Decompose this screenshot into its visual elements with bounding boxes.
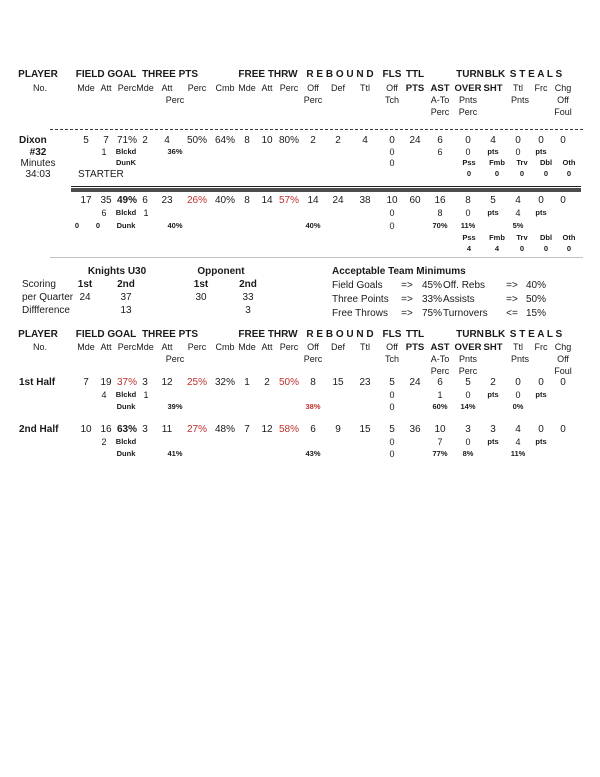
team_totals-st-line1: 4 xyxy=(515,208,521,218)
header-chg-line2: Off xyxy=(557,354,569,364)
first_half-rbo-line2: 38% xyxy=(305,402,321,411)
second_half-rbt-line0: 15 xyxy=(359,424,371,435)
header-pts-line0: TTL xyxy=(405,69,425,80)
header-blk-line1: SHT xyxy=(483,342,503,353)
team_totals-rbo-line2: 40% xyxy=(305,221,321,230)
header-chg-line1: Chg xyxy=(554,342,572,352)
header-to-line3: Perc xyxy=(458,366,478,376)
team_totals-fls-line2: 0 xyxy=(389,221,395,231)
header-tpm-line1: Mde xyxy=(136,83,154,93)
first_half-rbt-line0: 23 xyxy=(359,377,371,388)
header-tpa-line1: Att xyxy=(161,83,173,93)
header-ast-line2: A-To xyxy=(430,354,450,364)
header-fgm-line1: Mde xyxy=(77,83,95,93)
first_half-ast-line2: 60% xyxy=(432,402,448,411)
header-g_turn-line0: TURN xyxy=(456,69,484,80)
score_by_half-o2-line2: 33 xyxy=(242,292,254,303)
score_by_half-o2-line1: 2nd xyxy=(239,279,257,290)
first_half-chg-line0: 0 xyxy=(560,377,566,388)
first_half-st-line0: 0 xyxy=(515,377,521,388)
dixon-s3-line2: Trv xyxy=(516,158,528,167)
second_half-fls-line0: 5 xyxy=(389,424,395,435)
team_minimums-v2-line2: 50% xyxy=(525,294,547,305)
dixon-tpp-line0: 50% xyxy=(186,135,208,146)
dixon-frc-line0: 0 xyxy=(538,135,544,146)
header-fls-line1: Off xyxy=(386,342,398,352)
team_minimums-m2-line1: Off. Rebs xyxy=(443,280,486,291)
header-rbd-line1: Def xyxy=(330,342,346,352)
header-rbo-line1: Off xyxy=(307,83,319,93)
header-ap-line2: Perc xyxy=(165,95,185,105)
team_minimums-v2-line1: 40% xyxy=(525,280,547,291)
dixon-fls-line2: 0 xyxy=(389,158,395,168)
second_half-ftp-line0: 58% xyxy=(278,424,300,435)
team_minimums-m1-line1: Field Goals xyxy=(332,280,383,291)
second_half-ast-line0: 10 xyxy=(434,424,446,435)
team_totals-chg-line0: 0 xyxy=(560,195,566,206)
header-blk-line1: SHT xyxy=(483,83,503,94)
header-g_st-line0: S T E A L S xyxy=(509,69,563,80)
team_totals-fgp-line0: 49% xyxy=(116,195,138,206)
dixon-st-line0: 0 xyxy=(515,135,521,146)
header-chg-line3: Foul xyxy=(554,107,572,117)
dixon-fta-line0: 10 xyxy=(261,135,273,146)
header-fls-line0: FLS xyxy=(382,329,402,340)
dixon-s1-line2: Pss xyxy=(462,158,476,167)
header-fls-line2: Tch xyxy=(384,95,400,105)
dixon-rbd-line0: 2 xyxy=(335,135,341,146)
header-g_fg-line0: FIELD GOAL xyxy=(75,69,137,80)
score_by_half-kn-line0: Knights U30 xyxy=(87,266,147,277)
dixon-ftm-line0: 8 xyxy=(244,135,250,146)
team_totals-bc-line1: 6 xyxy=(101,208,107,218)
team_totals-to-line0: 8 xyxy=(465,195,471,206)
header-g_reb-line0: R E B O U N D xyxy=(306,69,374,80)
header-rbd-line1: Def xyxy=(330,83,346,93)
second_half-frc-line0: 0 xyxy=(538,424,544,435)
team_totals-s4-line3: Dbl xyxy=(539,233,553,242)
header-frc-line1: Frc xyxy=(534,342,548,352)
second_half-tpm-line0: 3 xyxy=(142,424,148,435)
header-no-line1: No. xyxy=(32,342,48,352)
first_half-to-line2: 14% xyxy=(460,402,476,411)
team_totals-pts-line0: 60 xyxy=(409,195,421,206)
header-g_fg-line0: FIELD GOAL xyxy=(75,329,137,340)
second_half-bl-line2: Dunk xyxy=(116,449,136,458)
header-stp-line2: Pnts xyxy=(510,95,530,105)
first_half-st-line2: 0% xyxy=(512,402,524,411)
player-row-dashed-separator xyxy=(50,129,583,130)
team_totals-b3-line1: 1 xyxy=(143,208,149,218)
dixon-fls-line1: 0 xyxy=(389,147,395,157)
header-ast-line3: Perc xyxy=(430,366,450,376)
first_half-fls-line0: 5 xyxy=(389,377,395,388)
team_totals-st-line2: 5% xyxy=(512,221,524,230)
score_by_half-o1-line2: 30 xyxy=(195,292,207,303)
second_half-rbd-line0: 9 xyxy=(335,424,341,435)
first_half-st-line1: 0 xyxy=(515,390,521,400)
team_totals-rbd-line0: 24 xyxy=(332,195,344,206)
header-tpa-line1: Att xyxy=(161,342,173,352)
dixon-s4-line3: 0 xyxy=(543,169,549,178)
score_by_half-sb_l-line3: Diffference xyxy=(22,305,70,316)
second_half-fga-line0: 16 xyxy=(100,424,112,435)
first_half-ftp-line0: 50% xyxy=(278,377,300,388)
header-fls-line1: Off xyxy=(386,83,398,93)
second_half-bl-line1: Blckd xyxy=(115,437,137,446)
first_half-fls-line2: 0 xyxy=(389,402,395,412)
dixon-fls-line0: 0 xyxy=(389,135,395,146)
header-g_3pt-line0: THREE PTS xyxy=(141,69,199,80)
team_totals-s2-line4: 4 xyxy=(494,244,500,253)
team_minimums-a2-line1: => xyxy=(506,280,518,291)
dixon-to-line1: 0 xyxy=(465,147,471,157)
second_half-bc-line1: 2 xyxy=(101,437,107,447)
header-stp-line2: Pnts xyxy=(510,354,530,364)
team_minimums-a2-line3: <= xyxy=(506,308,518,319)
first_half-rbd-line0: 15 xyxy=(332,377,344,388)
team_totals-blk-line0: 5 xyxy=(490,195,496,206)
header-st-line1: Ttl xyxy=(513,83,523,93)
header-to-line3: Perc xyxy=(458,107,478,117)
team_totals-s5-line3: Oth xyxy=(562,233,576,242)
first_half-bl-line2: Dunk xyxy=(116,402,136,411)
second_half-fgm-line0: 10 xyxy=(80,424,92,435)
dixon-bl-line1: Blckd xyxy=(115,147,137,156)
dixon-pts-line0: 24 xyxy=(409,135,421,146)
dixon-s4-line2: Dbl xyxy=(539,158,553,167)
team_totals-ast-line0: 16 xyxy=(434,195,446,206)
first_half-bc-line1: 4 xyxy=(101,390,107,400)
team_minimums-m1-line2: Three Points xyxy=(332,294,389,305)
team_totals-bl-line2: Dunk xyxy=(116,221,136,230)
dixon-cmb-line0: 64% xyxy=(214,135,236,146)
header-rbo-line2: Perc xyxy=(303,354,323,364)
team_totals-t0a-line2: 0 xyxy=(74,221,80,230)
second_half-ftm-line0: 7 xyxy=(244,424,250,435)
score_by_half-k2-line1: 2nd xyxy=(117,279,135,290)
header-to-line2: Pnts xyxy=(458,354,478,364)
header-g_ft-line0: FREE THRW xyxy=(238,69,298,80)
header-g_blk-line0: BLK xyxy=(484,69,506,80)
team_minimums-m1-line3: Free Throws xyxy=(332,308,388,319)
header-fgp-line1: Perc xyxy=(117,83,137,93)
score_by_half-op-line0: Opponent xyxy=(197,266,245,277)
team_minimums-v1-line3: 75% xyxy=(421,308,443,319)
score_by_half-sb_l-line2: per Quarter xyxy=(22,292,74,303)
first_half-blk-line0: 2 xyxy=(490,377,496,388)
section-divider-line xyxy=(50,257,583,258)
team_totals-blk-line1: pts xyxy=(487,208,499,217)
team_totals-s4-line4: 0 xyxy=(543,244,549,253)
header-tpm-line1: Mde xyxy=(136,342,154,352)
dixon-tpa-line0: 4 xyxy=(164,135,170,146)
dixon-frc-line1: pts xyxy=(535,147,547,156)
second_half-tpp-line0: 27% xyxy=(186,424,208,435)
header-pts-line1: PTS xyxy=(405,342,425,353)
first_half-tpm-line0: 3 xyxy=(142,377,148,388)
first_half-fga-line0: 19 xyxy=(100,377,112,388)
header-fls-line0: FLS xyxy=(382,69,402,80)
dixon-ftp-line0: 80% xyxy=(278,135,300,146)
dixon-bl-line2: DunK xyxy=(116,158,136,167)
header-g_3pt-line0: THREE PTS xyxy=(141,329,199,340)
header-pts-line1: PTS xyxy=(405,83,425,94)
team_totals-fta-line0: 14 xyxy=(261,195,273,206)
dixon-fga-line0: 7 xyxy=(103,135,109,146)
team_totals-rbt-line0: 38 xyxy=(359,195,371,206)
team_totals-frc-line0: 0 xyxy=(538,195,544,206)
header-ast-line2: A-To xyxy=(430,95,450,105)
first_half-ftm-line0: 1 xyxy=(244,377,250,388)
second_half-blk-line0: 3 xyxy=(490,424,496,435)
dixon-ap-line1: 36% xyxy=(167,147,183,156)
team_totals-fgm-line0: 17 xyxy=(80,195,92,206)
team_totals-s3-line3: Trv xyxy=(516,233,528,242)
team_totals-cmb-line0: 40% xyxy=(214,195,236,206)
second_half-cmb-line0: 48% xyxy=(214,424,236,435)
dixon-to-line0: 0 xyxy=(465,135,471,146)
header-chg-line1: Chg xyxy=(554,83,572,93)
first_half-tpa-line0: 12 xyxy=(161,377,173,388)
header-ast-line3: Perc xyxy=(430,107,450,117)
header-ap-line2: Perc xyxy=(165,354,185,364)
header-chg-line3: Foul xyxy=(554,366,572,376)
second_half-chg-line0: 0 xyxy=(560,424,566,435)
header-rbt-line1: Ttl xyxy=(360,83,370,93)
header-ast-line1: AST xyxy=(430,83,450,94)
header-to-line1: OVER xyxy=(454,83,482,94)
team_minimums-v1-line1: 45% xyxy=(421,280,443,291)
header-ftm-line1: Mde xyxy=(238,83,256,93)
header-to-line2: Pnts xyxy=(458,95,478,105)
dixon-plc-line1: #32 xyxy=(29,147,47,158)
score_by_half-o1-line1: 1st xyxy=(193,279,209,290)
dixon-s5-line2: Oth xyxy=(562,158,576,167)
first_half-fta-line0: 2 xyxy=(264,377,270,388)
first_half-pl-line0: 1st Half xyxy=(19,377,56,388)
first_half-frc-line1: pts xyxy=(535,390,547,399)
team_minimums-v1-line2: 33% xyxy=(421,294,443,305)
team_totals-frc-line1: pts xyxy=(535,208,547,217)
team_minimums-m2-line3: Turnovers xyxy=(443,308,488,319)
dixon-blk-line0: 4 xyxy=(490,135,496,146)
second_half-st-line0: 4 xyxy=(515,424,521,435)
second_half-st-line1: 4 xyxy=(515,437,521,447)
team_totals-tpm-line0: 6 xyxy=(142,195,148,206)
team_minimums-a1-line3: => xyxy=(401,308,413,319)
second_half-fgp-line0: 63% xyxy=(116,424,138,435)
team_totals-s2-line3: Fmb xyxy=(489,233,505,242)
second_half-frc-line1: pts xyxy=(535,437,547,446)
second_half-to-line0: 3 xyxy=(465,424,471,435)
dixon-st-line1: 0 xyxy=(515,147,521,157)
team_totals-rbo-line0: 14 xyxy=(307,195,319,206)
second_half-ast-line1: 7 xyxy=(437,437,443,447)
header-ftp-line1: Perc xyxy=(279,83,299,93)
score_by_half-k1-line1: 1st xyxy=(77,279,93,290)
second_half-to-line2: 8% xyxy=(462,449,474,458)
dixon-ast-line1: 6 xyxy=(437,147,443,157)
team_minimums-a1-line1: => xyxy=(401,280,413,291)
team_minimums-a1-line2: => xyxy=(401,294,413,305)
header-fls-line2: Tch xyxy=(384,354,400,364)
dixon-ast-line0: 6 xyxy=(437,135,443,146)
header-g_turn-line0: TURN xyxy=(456,329,484,340)
team_totals-st-line0: 4 xyxy=(515,195,521,206)
header-g_reb-line0: R E B O U N D xyxy=(306,329,374,340)
team_totals-t0b-line2: 0 xyxy=(95,221,101,230)
score_by_half-k2-line3: 13 xyxy=(120,305,132,316)
header-rbo-line2: Perc xyxy=(303,95,323,105)
header-ast-line1: AST xyxy=(430,342,450,353)
first_half-to-line0: 5 xyxy=(465,377,471,388)
header-fga-line1: Att xyxy=(100,342,112,352)
first_half-pts-line0: 24 xyxy=(409,377,421,388)
header-fta-line1: Att xyxy=(261,83,273,93)
first_half-frc-line0: 0 xyxy=(538,377,544,388)
header-ftm-line1: Mde xyxy=(238,342,256,352)
second_half-fls-line1: 0 xyxy=(389,437,395,447)
header-st-line1: Ttl xyxy=(513,342,523,352)
header-frc-line1: Frc xyxy=(534,83,548,93)
first_half-ast-line1: 1 xyxy=(437,390,443,400)
header-ftp-line1: Perc xyxy=(279,342,299,352)
first_half-ast-line0: 6 xyxy=(437,377,443,388)
team_totals-fga-line0: 35 xyxy=(100,195,112,206)
header-fgm-line1: Mde xyxy=(77,342,95,352)
team_totals-s1-line4: 4 xyxy=(466,244,472,253)
team_totals-ap-line2: 40% xyxy=(167,221,183,230)
dixon-s1-line3: 0 xyxy=(466,169,472,178)
team_totals-to-line1: 0 xyxy=(465,208,471,218)
header-fgp-line1: Perc xyxy=(117,342,137,352)
team_totals-fls-line1: 0 xyxy=(389,208,395,218)
second_half-rbo-line2: 43% xyxy=(305,449,321,458)
second_half-rbo-line0: 6 xyxy=(310,424,316,435)
header-plc-line0: PLAYER xyxy=(18,69,58,80)
header-g_st-line0: S T E A L S xyxy=(509,329,563,340)
header-fga-line1: Att xyxy=(100,83,112,93)
team_minimums-m1-line0: Acceptable Team Minimums xyxy=(332,266,466,277)
header-chg-line2: Off xyxy=(557,95,569,105)
dixon-plc-line3: 34:03 xyxy=(25,169,51,180)
team_totals-s1-line3: Pss xyxy=(462,233,476,242)
first_half-cmb-line0: 32% xyxy=(214,377,236,388)
dixon-starter-line3: STARTER xyxy=(78,169,124,180)
header-tpp-line1: Perc xyxy=(187,342,207,352)
header-g_blk-line0: BLK xyxy=(484,329,506,340)
second_half-ast-line2: 77% xyxy=(432,449,448,458)
header-g_ft-line0: FREE THRW xyxy=(238,329,298,340)
team_totals-tpa-line0: 23 xyxy=(161,195,173,206)
header-pts-line0: TTL xyxy=(405,329,425,340)
header-to-line1: OVER xyxy=(454,342,482,353)
dixon-fgp-line0: 71% xyxy=(116,135,138,146)
header-no-line1: No. xyxy=(32,83,48,93)
first_half-to-line1: 0 xyxy=(465,390,471,400)
dixon-plc-line2: Minutes xyxy=(20,158,56,169)
second_half-blk-line1: pts xyxy=(487,437,499,446)
team_totals-to-line2: 11% xyxy=(460,221,476,230)
dixon-bc-line1: 1 xyxy=(101,147,107,157)
header-rbt-line1: Ttl xyxy=(360,342,370,352)
first_half-tpp-line0: 25% xyxy=(186,377,208,388)
dixon-s5-line3: 0 xyxy=(566,169,572,178)
team_totals-s3-line4: 0 xyxy=(519,244,525,253)
dixon-s2-line3: 0 xyxy=(494,169,500,178)
dixon-rbo-line0: 2 xyxy=(310,135,316,146)
team_totals-ast-line1: 8 xyxy=(437,208,443,218)
totals-separator-bar xyxy=(71,188,581,192)
second_half-pl-line0: 2nd Half xyxy=(19,424,59,435)
score_by_half-k2-line2: 37 xyxy=(120,292,132,303)
dixon-s2-line2: Fmb xyxy=(489,158,505,167)
team_totals-ftp-line0: 57% xyxy=(278,195,300,206)
team_totals-ftm-line0: 8 xyxy=(244,195,250,206)
dixon-chg-line0: 0 xyxy=(560,135,566,146)
first_half-ap-line2: 39% xyxy=(167,402,183,411)
team_totals-tpp-line0: 26% xyxy=(186,195,208,206)
first_half-fls-line1: 0 xyxy=(389,390,395,400)
first_half-blk-line1: pts xyxy=(487,390,499,399)
totals-separator-thin-line xyxy=(71,186,581,187)
dixon-fgm-line0: 5 xyxy=(83,135,89,146)
header-cmb-line1: Cmb xyxy=(215,83,235,93)
first_half-fgm-line0: 7 xyxy=(83,377,89,388)
team_minimums-v2-line3: 15% xyxy=(525,308,547,319)
second_half-fta-line0: 12 xyxy=(261,424,273,435)
first_half-bl-line1: Blckd xyxy=(115,390,137,399)
first_half-rbo-line0: 8 xyxy=(310,377,316,388)
dixon-pl-line0: Dixon xyxy=(19,135,47,146)
team_totals-bl-line1: Blckd xyxy=(115,208,137,217)
first_half-b3-line1: 1 xyxy=(143,390,149,400)
header-cmb-line1: Cmb xyxy=(215,342,235,352)
score_by_half-k1-line2: 24 xyxy=(79,292,91,303)
dixon-blk-line1: pts xyxy=(487,147,499,156)
header-plc-line0: PLAYER xyxy=(18,329,58,340)
header-rbo-line1: Off xyxy=(307,342,319,352)
first_half-fgp-line0: 37% xyxy=(116,377,138,388)
second_half-ap-line2: 41% xyxy=(167,449,183,458)
second_half-pts-line0: 36 xyxy=(409,424,421,435)
team_minimums-m2-line2: Assists xyxy=(443,294,475,305)
header-tpp-line1: Perc xyxy=(187,83,207,93)
dixon-tpm-line0: 2 xyxy=(142,135,148,146)
header-fta-line1: Att xyxy=(261,342,273,352)
second_half-to-line1: 0 xyxy=(465,437,471,447)
dixon-s3-line3: 0 xyxy=(519,169,525,178)
score_by_half-sb_l-line1: Scoring xyxy=(22,279,56,290)
team_totals-fls-line0: 10 xyxy=(386,195,398,206)
team_totals-ast-line2: 70% xyxy=(432,221,448,230)
dixon-rbt-line0: 4 xyxy=(362,135,368,146)
score_by_half-o2-line3: 3 xyxy=(245,305,251,316)
second_half-tpa-line0: 11 xyxy=(161,424,173,435)
second_half-fls-line2: 0 xyxy=(389,449,395,459)
team_totals-s5-line4: 0 xyxy=(566,244,572,253)
team_minimums-a2-line2: => xyxy=(506,294,518,305)
second_half-st-line2: 11% xyxy=(510,449,526,458)
